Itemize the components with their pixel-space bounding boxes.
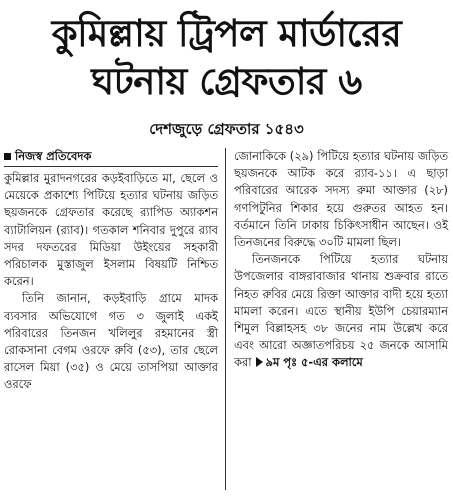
article-paragraph-text: তিনজনকে পিটিয়ে হত্যার ঘটনায় উপজেলার বাঙ্গরাবাজার থানায় শুক্রবার রাতে নিহত রুবির মেয়ে রিক্তা আক্তার বাদী হয়ে হত্যা মামলা করেন। এতে স্থানীয় ইউপি চেয়ারম্যান শিমুল বিল্লাহসহ ৩৮ জনের নাম উল্লেখ করে এবং আরো অজ্ঞাতপরিচয় ২৫ জনকে আসামি করা (234, 252, 448, 370)
article-paragraph: জোনাকিকে (২৯) পিটিয়ে হত্যার ঘটনায় জড়িত ছয়জনকে আটক করে র‍্যাব-১১। এ ছাড়া পরিবারের আরেক সদস্য রুমা আক্তার (২৮) গণপিটুনির শিকার হয়ে গুরুতর আহত হন। বর্তমানে তিনি ঢাকায় চিকিৎসাধীন আছেন। ওই তিনজনের বিরুদ্ধে ৩০টি মামলা ছিল। (234, 149, 448, 250)
article-paragraph: তিনি জানান, কড়ইবাড়ি গ্রামে মাদক ব্যবসার অভিযোগে গত ৩ জুলাই একই পরিবারের তিনজন খলিলুর রহমানের স্ত্রী রোকসানা বেগম ওরফে রুবি (৫৩), তার ছেলে রাসেল মিয়া (৩৫) ও মেয়ে তাসপিয়া আক্তার ওরফে (4, 291, 218, 392)
right-column (234, 148, 448, 372)
bullet-square-icon (4, 153, 11, 160)
left-column (4, 148, 218, 394)
headline-line-1: কুমিল্লায় ট্রিপল মার্ডারের (51, 12, 402, 55)
article-paragraph: কুমিল্লার মুরাদনগরের কড়ইবাড়িতে মা, ছেলে ও মেয়েকে প্রকাশ্যে পিটিয়ে হত্যার ঘটনায় জড়িত ছয়জনকে গ্রেফতার করেছে র‍্যাপিড অ্যাকশন ব্যাটালিয়ন (র‍্যাব)। গতকাল শনিবার দুপুরে র‍্যাব সদর দফতরের মিডিয়া উইংয়ের সহকারী পরিচালক মুস্তাজুল ইসলাম বিষয়টি নিশ্চিত করেন। (4, 171, 218, 289)
byline (4, 148, 218, 167)
column-divider (225, 148, 226, 490)
article-paragraph (234, 251, 448, 371)
headline-line-2: ঘটনায় গ্রেফতার ৬ (91, 60, 362, 103)
headline (0, 10, 453, 106)
continuation-note: ৯ম পৃঃ ৫-এর কলামে (265, 355, 363, 370)
byline-text: নিজস্ব প্রতিবেদক (15, 149, 92, 163)
continuation-arrow-icon (256, 357, 263, 367)
subheadline: দেশজুড়ে গ্রেফতার ১৫৪৩ (149, 120, 304, 138)
